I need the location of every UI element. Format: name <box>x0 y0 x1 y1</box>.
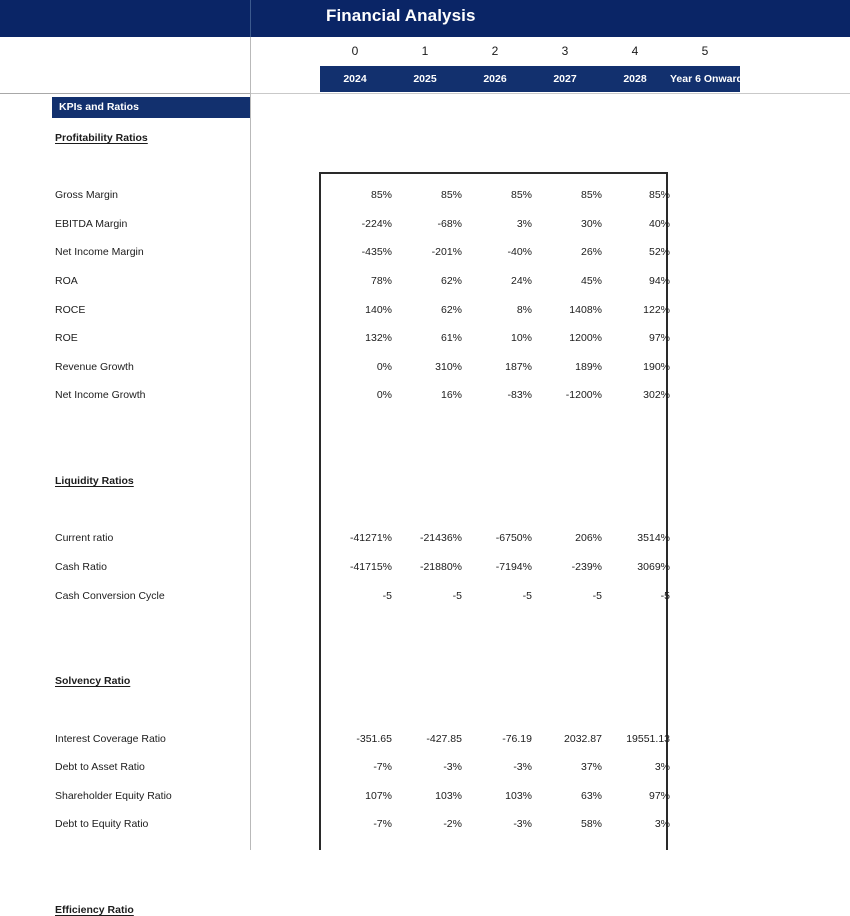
data-cell: -7% <box>373 761 392 774</box>
data-cell: 37% <box>580 761 602 774</box>
data-cell: 206% <box>575 532 602 545</box>
data-cell: -3% <box>443 761 462 774</box>
data-cell: -7% <box>373 818 392 831</box>
data-cell: 1200% <box>569 332 602 345</box>
data-cell: 85% <box>370 189 392 202</box>
kpis-and-ratios-label: KPIs and Ratios <box>59 101 139 113</box>
year-header-band <box>320 66 749 92</box>
data-cell: 19551.13 <box>626 732 670 745</box>
data-cell: 190% <box>643 360 670 373</box>
period-index-2: 2 <box>491 44 499 58</box>
data-cell: 132% <box>365 332 392 345</box>
row-label: EBITDA Margin <box>55 217 128 230</box>
data-cell: -68% <box>437 217 462 230</box>
data-cell: 45% <box>580 275 602 287</box>
row-label: Gross Margin <box>55 189 119 202</box>
data-cell: -3% <box>513 818 532 831</box>
data-cell: -3% <box>513 761 532 774</box>
year-header-6: Year 6 Onwards <box>670 73 749 85</box>
data-cell: 85% <box>440 189 462 202</box>
data-cell: 107% <box>365 789 392 802</box>
data-cell: 189% <box>575 360 602 373</box>
data-cell: 30% <box>580 217 602 230</box>
kpis-and-ratios-band <box>52 97 250 118</box>
section-heading-solvency-ratio: Solvency Ratio <box>55 675 131 688</box>
row-label: Interest Coverage Ratio <box>55 732 166 745</box>
row-label: Current ratio <box>55 532 114 545</box>
right-header-rule <box>251 93 850 94</box>
data-cell: 3514% <box>637 532 670 545</box>
data-cell: -6750% <box>495 532 532 545</box>
data-cell: 2032.87 <box>564 732 602 745</box>
row-label: Shareholder Equity Ratio <box>55 789 172 802</box>
data-cell: -5 <box>592 589 602 602</box>
data-cell: 187% <box>505 360 532 373</box>
row-label: Cash Conversion Cycle <box>55 589 165 602</box>
data-cell: 103% <box>505 789 532 802</box>
data-cell: 78% <box>370 275 392 287</box>
data-cell: -5 <box>660 589 670 602</box>
period-index-0: 0 <box>351 44 359 58</box>
data-cell: -5 <box>382 589 392 602</box>
row-label: Debt to Asset Ratio <box>55 761 145 774</box>
data-cell: 103% <box>435 789 462 802</box>
data-cell: 16% <box>440 389 462 402</box>
data-cell: -83% <box>507 389 532 402</box>
data-cell: -351.65 <box>356 732 392 745</box>
data-cell: -21880% <box>419 561 462 573</box>
page-title: Financial Analysis <box>326 6 476 25</box>
data-cell: 63% <box>580 789 602 802</box>
row-label: ROE <box>55 332 78 345</box>
period-index-1: 1 <box>421 44 429 58</box>
period-index-4: 4 <box>631 44 639 58</box>
data-cell: 85% <box>510 189 532 202</box>
data-cell: 58% <box>580 818 602 831</box>
label-column-divider <box>250 37 251 850</box>
data-cell: 0% <box>376 389 392 402</box>
data-cell: 3% <box>654 818 670 831</box>
data-cell: -5 <box>452 589 462 602</box>
data-cell: 3% <box>654 761 670 774</box>
data-cell: 62% <box>440 303 462 316</box>
year-header-4: 2027 <box>553 73 577 85</box>
data-cell: 3% <box>516 217 532 230</box>
left-header-rule <box>0 93 251 94</box>
data-cell: -5 <box>522 589 532 602</box>
data-cell: 85% <box>580 189 602 202</box>
year-header-5: 2028 <box>623 73 647 85</box>
data-cell: -2% <box>443 818 462 831</box>
data-cell: -435% <box>361 246 392 259</box>
data-cell: 97% <box>648 789 670 802</box>
data-cell: -224% <box>361 217 392 230</box>
data-cell: -21436% <box>419 532 462 545</box>
row-label: Cash Ratio <box>55 561 107 573</box>
row-label: Net Income Growth <box>55 389 146 402</box>
data-cell: 8% <box>516 303 532 316</box>
data-table-outline <box>319 172 668 850</box>
data-cell: 140% <box>365 303 392 316</box>
data-cell: 94% <box>648 275 670 287</box>
data-cell: 0% <box>376 360 392 373</box>
section-heading-liquidity-ratios: Liquidity Ratios <box>55 475 134 488</box>
data-cell: 26% <box>580 246 602 259</box>
data-cell: -41271% <box>349 532 392 545</box>
data-cell: -40% <box>507 246 532 259</box>
data-cell: 24% <box>510 275 532 287</box>
period-index-5: 5 <box>701 44 709 58</box>
data-cell: 52% <box>648 246 670 259</box>
year-header-3: 2026 <box>483 73 507 85</box>
section-heading-efficiency-ratio: Efficiency Ratio <box>55 904 134 916</box>
data-cell: 302% <box>643 389 670 402</box>
data-cell: 3069% <box>637 561 670 573</box>
row-label: Revenue Growth <box>55 360 134 373</box>
data-cell: 10% <box>510 332 532 345</box>
data-cell: -201% <box>431 246 462 259</box>
data-cell: 122% <box>643 303 670 316</box>
data-cell: 61% <box>440 332 462 345</box>
row-label: ROA <box>55 275 78 287</box>
data-cell: -427.85 <box>426 732 462 745</box>
period-index-3: 3 <box>561 44 569 58</box>
row-label: Net Income Margin <box>55 246 144 259</box>
data-cell: -239% <box>571 561 602 573</box>
section-heading-profitability-ratios: Profitability Ratios <box>55 132 148 144</box>
data-cell: -76.19 <box>502 732 532 745</box>
row-label: ROCE <box>55 303 86 316</box>
data-cell: -1200% <box>565 389 602 402</box>
row-label: Debt to Equity Ratio <box>55 818 149 831</box>
year-header-1: 2024 <box>343 73 367 85</box>
data-cell: 40% <box>648 217 670 230</box>
data-cell: 1408% <box>569 303 602 316</box>
period-index-row <box>0 44 850 62</box>
data-cell: -41715% <box>349 561 392 573</box>
data-cell: -7194% <box>495 561 532 573</box>
year-header-2: 2025 <box>413 73 437 85</box>
title-band-divider <box>250 0 251 37</box>
data-cell: 85% <box>648 189 670 202</box>
data-cell: 97% <box>648 332 670 345</box>
data-cell: 62% <box>440 275 462 287</box>
data-cell: 310% <box>435 360 462 373</box>
